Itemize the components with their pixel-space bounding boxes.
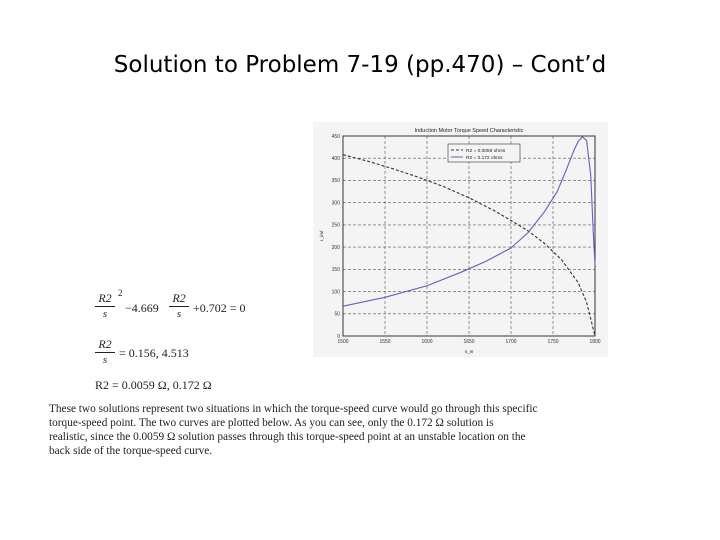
y-tick-label: 0 (337, 333, 340, 340)
chart-legend (448, 144, 520, 162)
fraction-r2-over-s (95, 292, 115, 320)
fraction-numerator: R2 (172, 291, 186, 305)
x-tick-label: 1750 (547, 339, 559, 345)
equation-r2-values: R2 = 0.0059 Ω, 0.172 Ω (95, 378, 212, 392)
y-tick-label: 450 (331, 133, 340, 140)
y-tick-label: 50 (334, 311, 340, 318)
explanation-paragraph (49, 402, 589, 458)
paragraph-line: These two solutions represent two situations in which the torque-speed curve would go through this specific (49, 403, 538, 415)
y-tick-label: 150 (331, 267, 340, 274)
x-axis-label: n_m (464, 350, 474, 355)
torque-speed-chart-svg (313, 122, 608, 357)
x-tick-label: 1550 (379, 339, 391, 345)
x-tick-label: 1600 (421, 339, 433, 345)
legend-label: R2 = 0.172 ohms (466, 155, 503, 161)
fraction-numerator: R2 (98, 291, 112, 305)
x-tick-label: 1700 (505, 339, 517, 345)
legend-label: R2 = 0.0059 ohms (466, 148, 506, 154)
y-tick-label: 400 (331, 156, 340, 163)
fraction-denominator: s (102, 308, 108, 320)
paragraph-line: back side of the torque-speed curve. (49, 445, 213, 457)
y-axis-label: τ_ind (320, 230, 325, 242)
fraction-r2-over-s-2 (169, 292, 189, 320)
fraction-r2-over-s (95, 338, 115, 366)
y-tick-label: 200 (331, 244, 340, 251)
y-tick-label: 300 (331, 200, 340, 207)
equation-quadratic (95, 288, 265, 328)
coefficient-term: −4.669 (125, 301, 159, 315)
x-tick-label: 1800 (589, 339, 601, 345)
slide-title: Solution to Problem 7-19 (pp.470) – Cont’d (113, 52, 607, 78)
fraction-denominator: s (102, 354, 108, 366)
fraction-numerator: R2 (98, 337, 112, 351)
chart-title: Induction Motor Torque Speed Characteristic (414, 128, 524, 134)
y-tick-label: 100 (331, 289, 340, 296)
x-tick-label: 1650 (463, 339, 475, 345)
fraction-denominator: s (176, 308, 182, 320)
solutions-values: = 0.156, 4.513 (119, 346, 189, 360)
exponent: 2 (118, 288, 123, 298)
x-tick-label: 1500 (337, 339, 349, 345)
torque-speed-chart (313, 122, 608, 357)
equation-solutions-ratio (95, 338, 245, 372)
paragraph-line: torque-speed point. The two curves are plotted below. As you can see, only the 0.172 Ω solution is (49, 417, 494, 429)
y-tick-label: 250 (331, 222, 340, 229)
y-tick-label: 350 (331, 178, 340, 185)
paragraph-line: realistic, since the 0.0059 Ω solution passes through this torque-speed point at an unstable location on the (49, 431, 526, 443)
constant-term: +0.702 = 0 (193, 301, 246, 315)
